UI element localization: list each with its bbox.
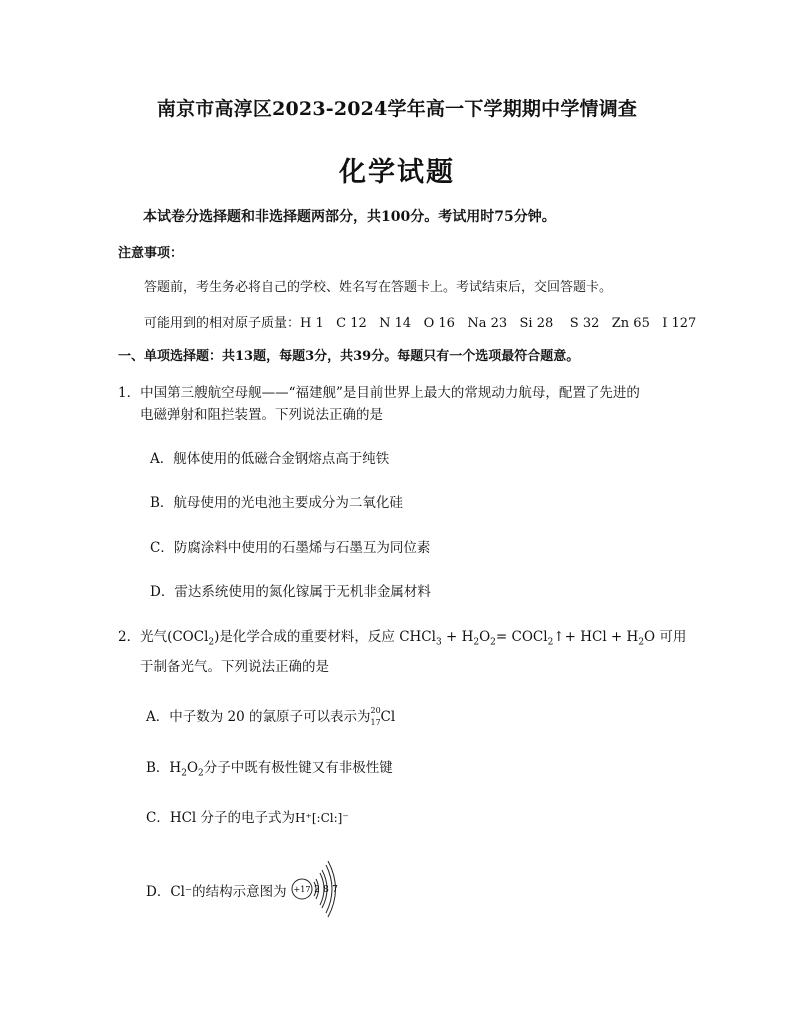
question-1-option-b: B．航母使用的光电池主要成分为二氧化硅: [150, 495, 403, 511]
q2-subscript: 2: [638, 637, 645, 648]
shell-electron-count: 8: [323, 885, 329, 895]
q2-part: = COCl: [495, 629, 548, 645]
electron-formula: H⁺[:Cl:]⁻: [295, 811, 349, 825]
question-1-option-d: D．雷达系统使用的氮化镓属于无机非金属材料: [150, 584, 431, 600]
shell-electron-count: 2: [314, 885, 320, 895]
q2-part: 2．光气(COCl: [118, 629, 209, 645]
exam-title: 南京市高淳区2023-2024学年高一下学期期中学情调查: [156, 98, 638, 120]
question-2-option-d: D．Cl⁻的结构示意图为: [146, 884, 287, 900]
question-2-text-cont: 于制备光气。下列说法正确的是: [140, 659, 329, 675]
atomic-number: 17: [370, 718, 381, 727]
notes-heading: 注意事项：: [118, 246, 184, 261]
section-heading: 一、单项选择题：共13题，每题3分，共39分。每题只有一个选项最符合题意。: [118, 349, 580, 364]
option-a-text: A．中子数为 20 的氯原子可以表示为: [146, 709, 371, 725]
question-2-option-b: [146, 756, 393, 779]
element-symbol: Cl: [380, 709, 396, 725]
exam-intro: 本试卷分选择题和非选择题两部分，共100分。考试用时75分钟。: [143, 209, 556, 225]
mass-number: 20: [370, 706, 381, 715]
q2-part: O: [479, 629, 491, 645]
question-2-option-c: [146, 806, 349, 826]
note-item: 可能用到的相对原子质量：H 1 C 12 N 14 O 16 Na 23 Si 28 S 32 Zn 65 I 127: [144, 316, 697, 331]
exam-subject-title: 化学试题: [339, 157, 455, 188]
q2-subscript: 2: [473, 637, 480, 648]
question-2-option-a: [146, 705, 395, 726]
shell-electron-count: 7: [332, 885, 338, 895]
q2-part: O 可用: [644, 629, 687, 645]
question-1-option-c: C．防腐涂料中使用的石墨烯与石墨互为同位素: [150, 540, 431, 556]
option-b-subscript: 2: [181, 768, 187, 779]
option-b-part: 分子中既有极性键又有非极性键: [203, 760, 393, 776]
q2-subscript: 2: [547, 637, 554, 648]
question-2-text: [118, 625, 686, 648]
note-item: 答题前，考生务必将自己的学校、姓名写在答题卡上。考试结束后，交回答题卡。: [144, 280, 613, 295]
q2-part: ↑+ HCl + H: [553, 629, 639, 645]
question-1-text: 1．中国第三艘航空母舰——“福建舰”是目前世界上最大的常规动力航母，配置了先进的: [118, 385, 640, 401]
nuclide-notation: [371, 708, 381, 726]
option-b-part: O: [186, 760, 199, 776]
option-b-part: B．H: [146, 760, 182, 776]
option-b-subscript: 2: [198, 768, 204, 779]
question-1-option-a: A．舰体使用的低磁合金钢熔点高于纯铁: [150, 451, 390, 467]
question-1-text-cont: 电磁弹射和阻拦装置。下列说法正确的是: [140, 407, 383, 423]
q2-subscript: 2: [208, 637, 215, 648]
q2-part: )是化学合成的重要材料，反应 CHCl: [214, 629, 436, 645]
option-c-text: C．HCl 分子的电子式为: [146, 810, 296, 826]
q2-part: + H: [441, 629, 474, 645]
q2-subscript: 3: [435, 637, 442, 648]
chloride-structure-diagram: [290, 852, 350, 922]
nucleus-charge: +17: [293, 885, 311, 894]
q2-subscript: 2: [490, 637, 496, 648]
